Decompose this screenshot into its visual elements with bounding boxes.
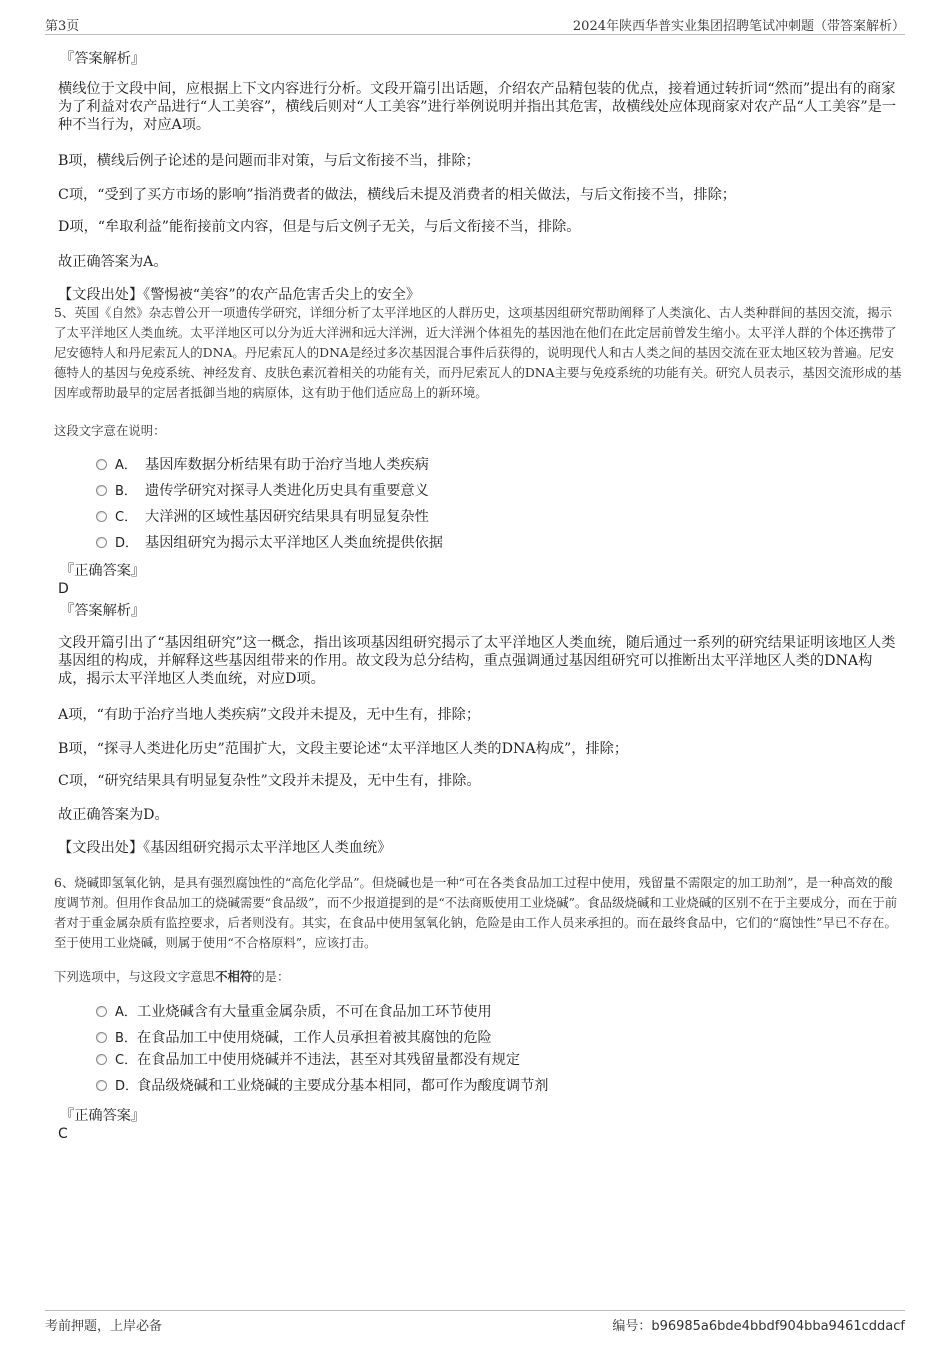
option-letter: C．: [115, 1053, 138, 1068]
q6-question: 下列选项中，与这段文字意思不相符的是：: [54, 969, 290, 984]
page-header: [45, 14, 905, 35]
option-text: 在食品加工中使用烧碱并不违法，甚至对其残留量都没有规定: [137, 1052, 521, 1068]
q4-analysis-label: 『答案解析』: [60, 51, 146, 67]
option-text: 食品级烧碱和工业烧碱的主要成分基本相同，都可作为酸度调节剂: [137, 1078, 549, 1094]
option-letter: B．: [115, 484, 137, 499]
code-value: b96985a6bde4bbdf904bba9461cddacf: [651, 1319, 905, 1334]
radio-button-icon[interactable]: [96, 1032, 107, 1043]
q5-answer: D: [58, 581, 69, 597]
q6-option-c[interactable]: [96, 1050, 520, 1070]
option-letter: A．: [115, 1005, 137, 1020]
option-letter: D．: [115, 1079, 139, 1094]
q5-analysis-label: 『答案解析』: [60, 603, 146, 619]
q4-analysis-p1: 横线位于文段中间，应根据上下文内容进行分析。文段开篇引出话题，介绍农产品精包装的优点，接着通过转折词“然而”提出有的商家为了利益对农产品进行“人工美容”，横线后则对“人工美容”进行举例说明并指出其危害，故横线处应体现商家对农产品“人工美容”是一种不当行为，对应A项。: [58, 81, 897, 133]
q6-option-d[interactable]: [96, 1076, 548, 1096]
q6-option-a[interactable]: [96, 1002, 492, 1022]
radio-button-icon[interactable]: [96, 485, 107, 496]
q5-analysis-p1: 文段开篇引出了“基因组研究”这一概念，指出该项基因组研究揭示了太平洋地区人类血统，随后通过一系列的研究结果证明该地区人类基因组的构成，并解释这些基因组带来的作用。故文段为总分结构，重点强调通过基因组研究可以推断出太平洋地区人类的DNA构成，揭示太平洋地区人类血统，对应D项。: [58, 635, 896, 687]
code-label: 编号：: [612, 1319, 652, 1334]
option-text: 基因库数据分析结果有助于治疗当地人类疾病: [145, 457, 429, 473]
option-letter: C．: [115, 510, 138, 525]
q6-answer: C: [58, 1126, 68, 1142]
q5-stem: 5、英国《自然》杂志曾公开一项遗传学研究，详细分析了太平洋地区的人群历史，这项基因组研究帮助阐释了人类演化、古人类种群间的基因交流，揭示了太平洋地区人类血统。太平洋地区可以分为近大洋洲和远大洋洲，近大洋洲个体祖先的基因池在他们在此定居前曾发生缩小。太平洋人群的个体还携带了尼安德特人和丹尼索瓦人的DNA。丹尼索瓦人的DNA是经过多次基因混合事件后获得的，说明现代人和古人类之间的基因交流在亚太地区较为普遍。尼安德特人的基因与免疫系统、神经发育、皮肤色素沉着相关的功能有关，而丹尼索瓦人的DNA主要与免疫系统的功能有关。研究人员表示，基因交流形成的基因库或帮助最早的定居者抵御当地的病原体，这有助于他们适应岛上的新环境。: [54, 305, 902, 400]
option-text: 基因组研究为揭示太平洋地区人类血统提供依据: [145, 535, 443, 551]
radio-button-icon[interactable]: [96, 511, 107, 522]
radio-button-icon[interactable]: [96, 1054, 107, 1065]
q5-option-b[interactable]: [96, 481, 429, 501]
option-text: 工业烧碱含有大量重金属杂质，不可在食品加工环节使用: [137, 1004, 492, 1020]
footer-slogan: 考前押题，上岸必备: [45, 1319, 163, 1334]
q5-answer-label: 『正确答案』: [60, 563, 146, 579]
option-letter: A．: [115, 458, 137, 473]
radio-button-icon[interactable]: [96, 1080, 107, 1091]
option-text: 大洋洲的区域性基因研究结果具有明显复杂性: [145, 509, 429, 525]
q5-option-d[interactable]: [96, 533, 443, 553]
q5-source: 【文段出处】《基因组研究揭示太平洋地区人类血统》: [58, 840, 392, 856]
q6-option-b[interactable]: [96, 1028, 492, 1048]
option-text: 遗传学研究对探寻人类进化历史具有重要意义: [145, 483, 429, 499]
q4-conclusion: 故正确答案为A。: [58, 254, 168, 270]
page-number: 第3页: [45, 19, 80, 34]
q6-stem: 6、烧碱即氢氧化钠，是具有强烈腐蚀性的“高危化学品”。但烧碱也是一种“可在各类食品加工过程中使用，残留量不需限定的加工助剂”，是一种高效的酸度调节剂。但用作食品加工的烧碱需要“食品级”，而不少报道提到的是“不法商贩使用工业烧碱”。食品级烧碱和工业烧碱的区别不在于主要成分，而在于前者对于重金属杂质有监控要求，后者则没有。其实，在食品中使用氢氧化钠，危险是由工作人员来承担的。而在最终食品中，它们的“腐蚀性”早已不存在。至于使用工业烧碱，则属于使用“不合格原料”，应该打击。: [54, 875, 898, 950]
radio-button-icon[interactable]: [96, 537, 107, 548]
q5-analysis-b: B项，“探寻人类进化历史”范围扩大，文段主要论述“太平洋地区人类的DNA构成”，排除；: [58, 741, 629, 757]
q5-analysis-a: A项，“有助于治疗当地人类疾病”文段并未提及，无中生有，排除；: [58, 707, 481, 723]
q4-source: 【文段出处】《警惕被“美容”的农产品危害舌尖上的安全》: [58, 287, 421, 303]
document-code: [612, 1315, 905, 1334]
q5-option-c[interactable]: [96, 507, 429, 527]
q5-option-a[interactable]: [96, 455, 429, 475]
q6-answer-label: 『正确答案』: [60, 1108, 146, 1124]
option-letter: D．: [115, 536, 139, 551]
q4-analysis-c: C项，“受到了买方市场的影响”指消费者的做法，横线后未提及消费者的相关做法，与后文衔接不当，排除；: [58, 187, 736, 203]
radio-button-icon[interactable]: [96, 459, 107, 470]
q5-conclusion: 故正确答案为D。: [58, 807, 169, 823]
document-title: 2024年陕西华普实业集团招聘笔试冲刺题（带答案解析）: [572, 19, 905, 34]
q4-analysis-d: D项，“牟取利益”能衔接前文内容，但是与后文例子无关，与后文衔接不当，排除。: [58, 219, 581, 235]
q5-question: 这段文字意在说明：: [54, 423, 166, 438]
q5-analysis-c: C项，“研究结果具有明显复杂性”文段并未提及，无中生有，排除。: [58, 773, 481, 789]
page-footer: [45, 1310, 905, 1333]
radio-button-icon[interactable]: [96, 1006, 107, 1017]
q4-analysis-b: B项，横线后例子论述的是问题而非对策，与后文衔接不当，排除；: [58, 153, 480, 169]
option-text: 在食品加工中使用烧碱，工作人员承担着被其腐蚀的危险: [137, 1030, 492, 1046]
option-letter: B．: [115, 1031, 137, 1046]
